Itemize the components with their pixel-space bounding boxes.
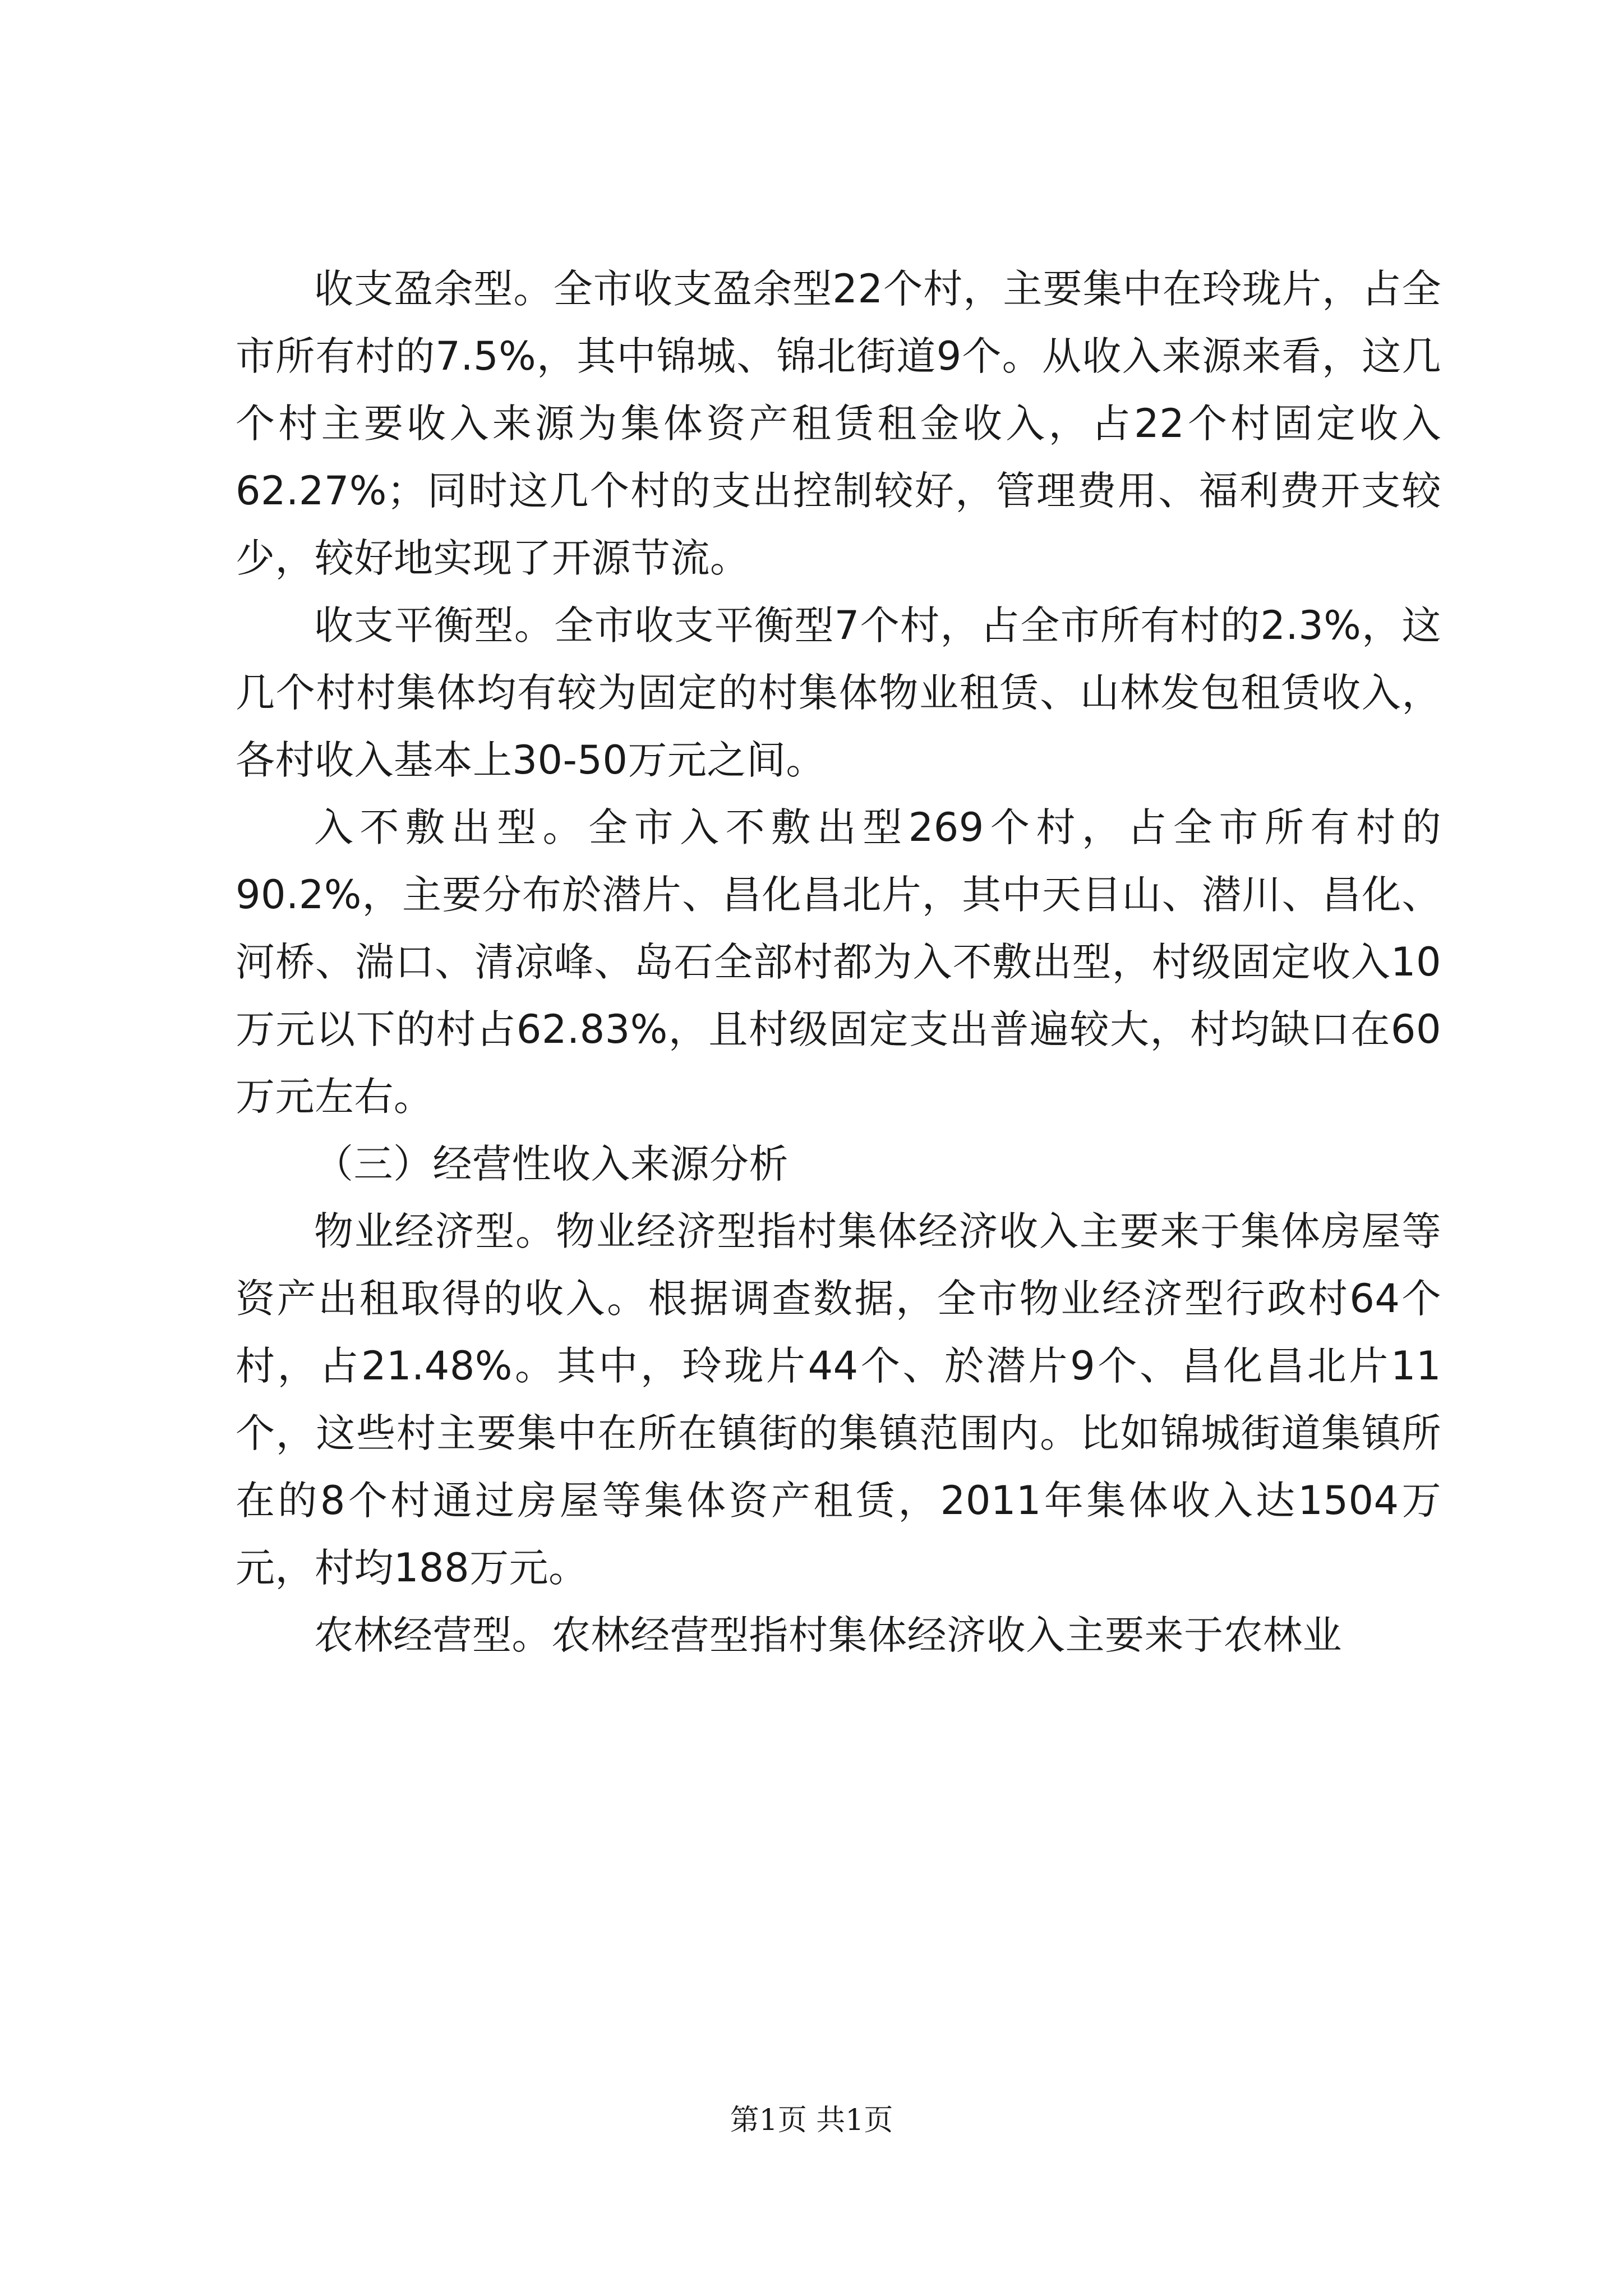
paragraph-surplus-type: 收支盈余型。全市收支盈余型22个村，主要集中在玲珑片，占全市所有村的7.5%，其中锦城、锦北街道9个。从收入来源来看，这几个村主要收入来源为集体资产租赁租金收入，占22个村固定收入62.27%；同时这几个村的支出控制较好，管理费用、福利费开支较少，较好地实现了开源节流。 (236, 266, 1441, 581)
paragraph-property-economy-type: 物业经济型。物业经济型指村集体经济收入主要来于集体房屋等资产出租取得的收入。根据调查数据，全市物业经济型行政村64个村，占21.48%。其中，玲珑片44个、於潜片9个、昌化昌北片11个，这些村主要集中在所在镇街的集镇范围内。比如锦城街道集镇所在的8个村通过房屋等集体资产租赁，2011年集体收入达1504万元，村均188万元。 (236, 1208, 1441, 1591)
paragraph-agroforestry-type: 农林经营型。农林经营型指村集体经济收入主要来于农林业 (314, 1612, 1342, 1658)
document-body (236, 255, 1441, 1669)
paragraph-deficit-type: 入不敷出型。全市入不敷出型269个村，占全市所有村的90.2%，主要分布於潜片、昌化昌北片，其中天目山、潜川、昌化、河桥、湍口、清凉峰、岛石全部村都为入不敷出型，村级固定收入10万元以下的村占62.83%，且村级固定支出普遍较大，村均缺口在60万元左右。 (236, 804, 1441, 1120)
page-footer: 第1页 共1页 (730, 2104, 893, 2137)
paragraph-balanced-type: 收支平衡型。全市收支平衡型7个村，占全市所有村的2.3%，这几个村村集体均有较为固定的村集体物业租赁、山林发包租赁收入，各村收入基本上30-50万元之间。 (236, 602, 1441, 783)
section-heading: （三）经营性收入来源分析 (314, 1141, 789, 1187)
